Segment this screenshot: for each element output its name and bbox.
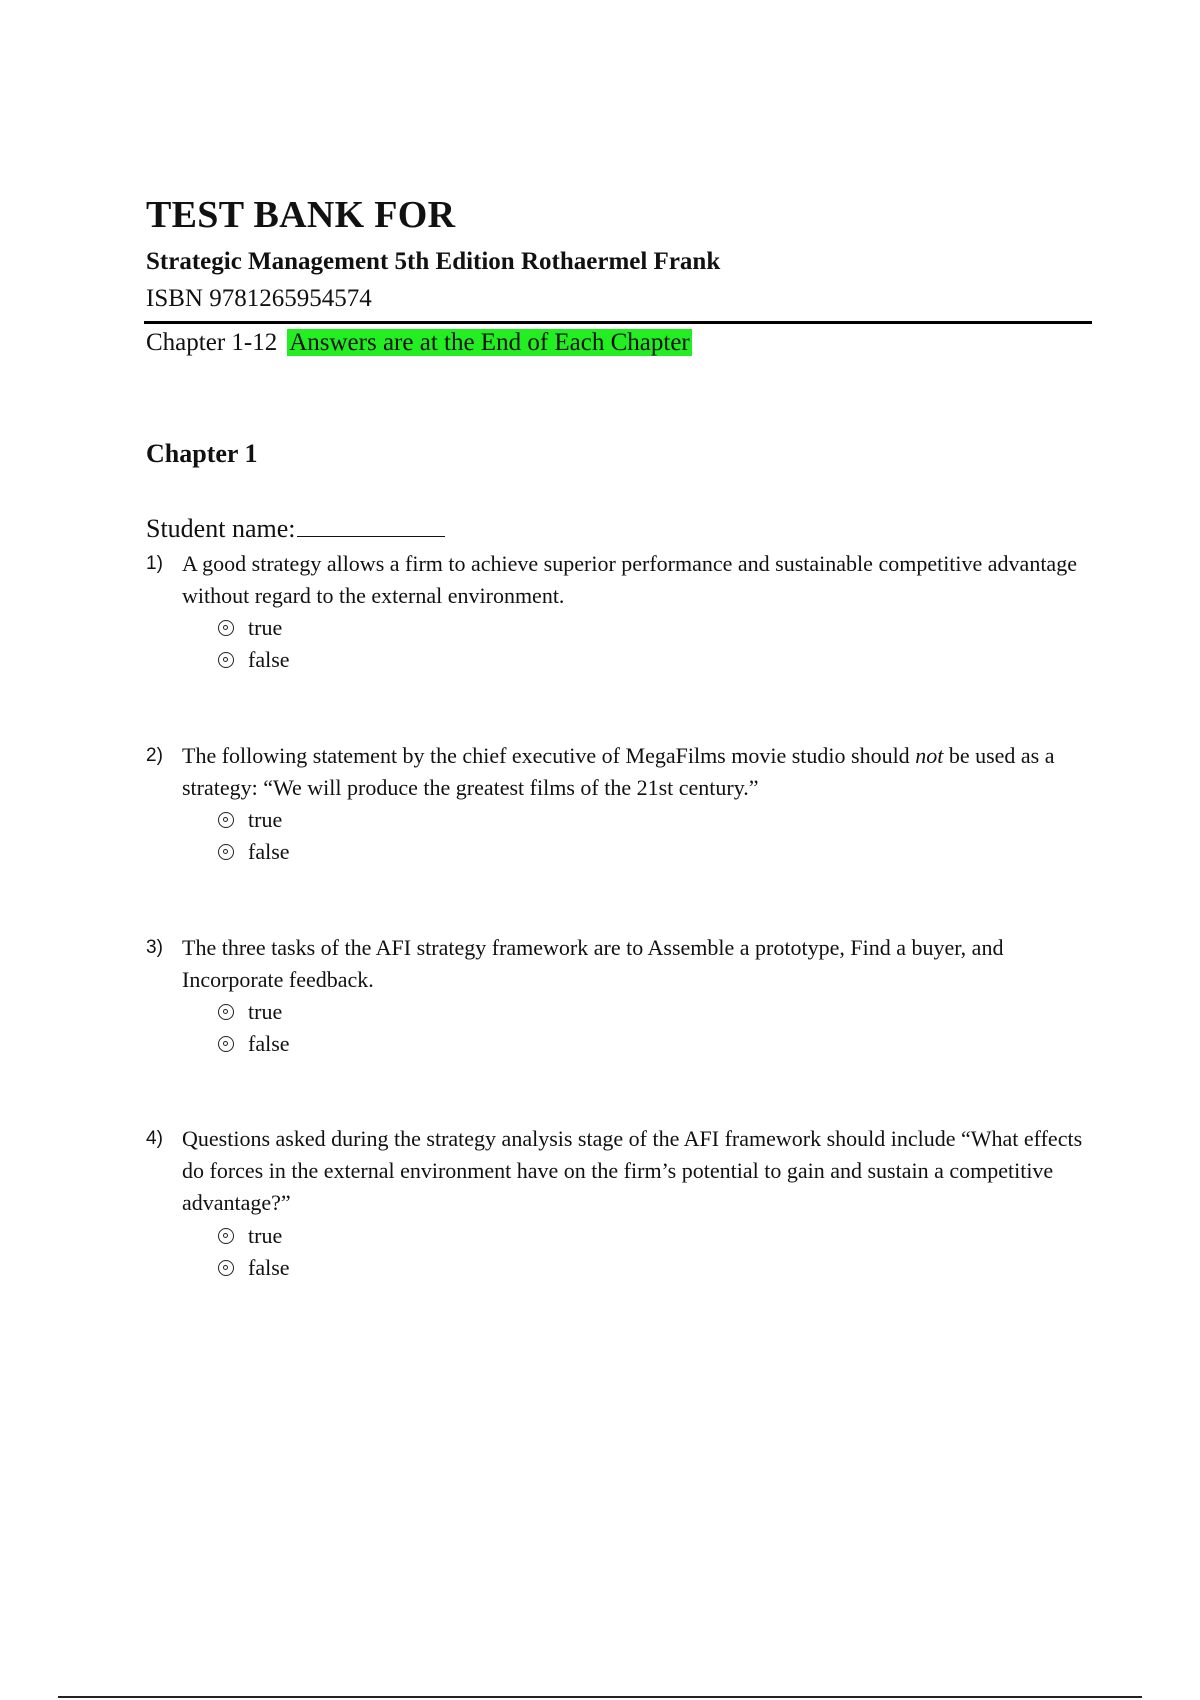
question-text <box>182 740 1092 804</box>
answer-options <box>218 804 290 868</box>
question-number: 3) <box>146 937 163 958</box>
document-title: TEST BANK FOR <box>146 194 456 236</box>
option-label: false <box>248 647 290 672</box>
option-true[interactable] <box>218 804 290 836</box>
option-label: true <box>248 1223 283 1248</box>
option-label: true <box>248 807 283 832</box>
question-number: 4) <box>146 1128 163 1149</box>
question-number: 1) <box>146 553 163 574</box>
question-text-part: be used as a strategy: “We will produce the greatest films of the 21st century.” <box>182 743 1055 800</box>
radio-button-icon[interactable] <box>218 844 234 860</box>
question-text: A good strategy allows a firm to achieve superior performance and sustainable competitive advantage without regard to the external environment. <box>182 551 1077 608</box>
footer-divider <box>58 1696 1142 1698</box>
radio-button-icon[interactable] <box>218 1004 234 1020</box>
question-text-emphasis: not <box>915 743 944 768</box>
header-divider <box>144 321 1092 324</box>
option-false[interactable] <box>218 1028 290 1060</box>
radio-button-icon[interactable] <box>218 1260 234 1276</box>
question-text-part: The following statement by the chief executive of MegaFilms movie studio should <box>182 743 916 768</box>
option-false[interactable] <box>218 836 290 868</box>
isbn-line: ISBN 9781265954574 <box>146 285 372 312</box>
option-true[interactable] <box>218 1220 290 1252</box>
answer-options <box>218 1220 290 1284</box>
answers-note-highlight: Answers are at the End of Each Chapter <box>289 329 690 356</box>
student-name-label: Student name: <box>146 514 296 543</box>
radio-button-icon[interactable] <box>218 620 234 636</box>
option-false[interactable] <box>218 1252 290 1284</box>
option-true[interactable] <box>218 996 290 1028</box>
student-name-field <box>146 512 445 546</box>
answer-options <box>218 996 290 1060</box>
radio-button-icon[interactable] <box>218 1228 234 1244</box>
answer-options <box>218 612 290 676</box>
question-number: 2) <box>146 745 163 766</box>
option-label: true <box>248 999 283 1024</box>
radio-button-icon[interactable] <box>218 652 234 668</box>
question-text: Questions asked during the strategy analysis stage of the AFI framework should include “What effects do forces in the external environment have on the firm’s potential to gain and sustain a competitive advantage?” <box>182 1126 1083 1215</box>
radio-button-icon[interactable] <box>218 812 234 828</box>
chapter-range: Chapter 1-12 <box>146 329 278 356</box>
book-title: Strategic Management 5th Edition Rothaermel Frank <box>146 248 721 275</box>
question-text: The three tasks of the AFI strategy framework are to Assemble a prototype, Find a buyer, and Incorporate feedback. <box>182 935 1004 992</box>
option-true[interactable] <box>218 612 290 644</box>
option-label: false <box>248 1031 290 1056</box>
option-label: false <box>248 1255 290 1280</box>
radio-button-icon[interactable] <box>218 1036 234 1052</box>
option-false[interactable] <box>218 644 290 676</box>
option-label: true <box>248 615 283 640</box>
chapter-range-line <box>146 326 692 360</box>
chapter-heading: Chapter 1 <box>146 439 258 468</box>
option-label: false <box>248 839 290 864</box>
student-name-blank[interactable] <box>297 514 445 537</box>
